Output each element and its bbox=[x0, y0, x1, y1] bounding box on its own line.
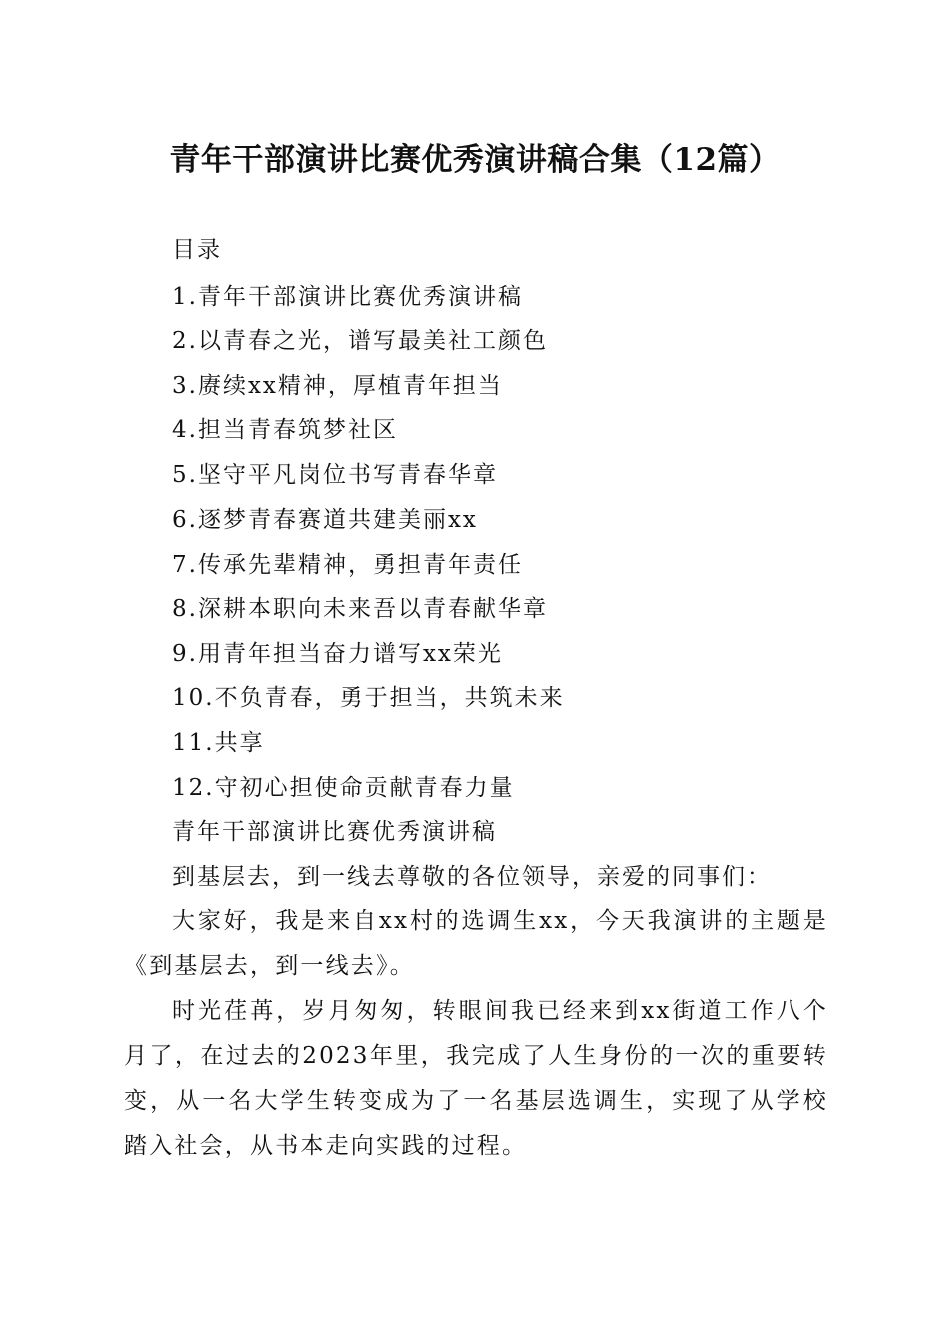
toc-item-1: 1.青年干部演讲比赛优秀演讲稿 bbox=[172, 284, 523, 310]
toc-item-6: 6.逐梦青春赛道共建美丽xx bbox=[172, 507, 478, 533]
toc-item-2: 2.以青春之光，谱写最美社工颜色 bbox=[172, 328, 548, 354]
toc-item-3: 3.赓续xx精神，厚植青年担当 bbox=[172, 373, 503, 399]
toc-item-7: 7.传承先辈精神，勇担青年责任 bbox=[172, 552, 523, 578]
toc-item-11: 11.共享 bbox=[172, 730, 265, 756]
document-title: 青年干部演讲比赛优秀演讲稿合集（12篇） bbox=[169, 142, 781, 178]
toc-item-12: 12.守初心担使命贡献青春力量 bbox=[172, 775, 515, 801]
toc-item-9: 9.用青年担当奋力谱写xx荣光 bbox=[172, 641, 503, 667]
toc-item-8: 8.深耕本职向未来吾以青春献华章 bbox=[172, 596, 548, 622]
toc-item-10: 10.不负青春，勇于担当，共筑未来 bbox=[172, 685, 565, 711]
body-paragraph-1: 大家好，我是来自xx村的选调生xx，今天我演讲的主题是《到基层去，到一线去》。 bbox=[124, 908, 828, 979]
toc-item-4: 4.担当青春筑梦社区 bbox=[172, 417, 398, 443]
body-paragraph-2: 时光荏苒，岁月匆匆，转眼间我已经来到xx街道工作八个月了，在过去的2023年里，我完成了人生身份的一次的重要转变，从一名大学生转变成为了一名基层选调生，实现了从学校踏入社会，从书本走向实践的过程。 bbox=[124, 998, 828, 1159]
toc-heading: 目录 bbox=[172, 237, 222, 263]
article-title: 青年干部演讲比赛优秀演讲稿 bbox=[172, 819, 497, 845]
salutation: 到基层去，到一线去尊敬的各位领导，亲爱的同事们： bbox=[172, 864, 772, 890]
toc-item-5: 5.坚守平凡岗位书写青春华章 bbox=[172, 462, 498, 488]
